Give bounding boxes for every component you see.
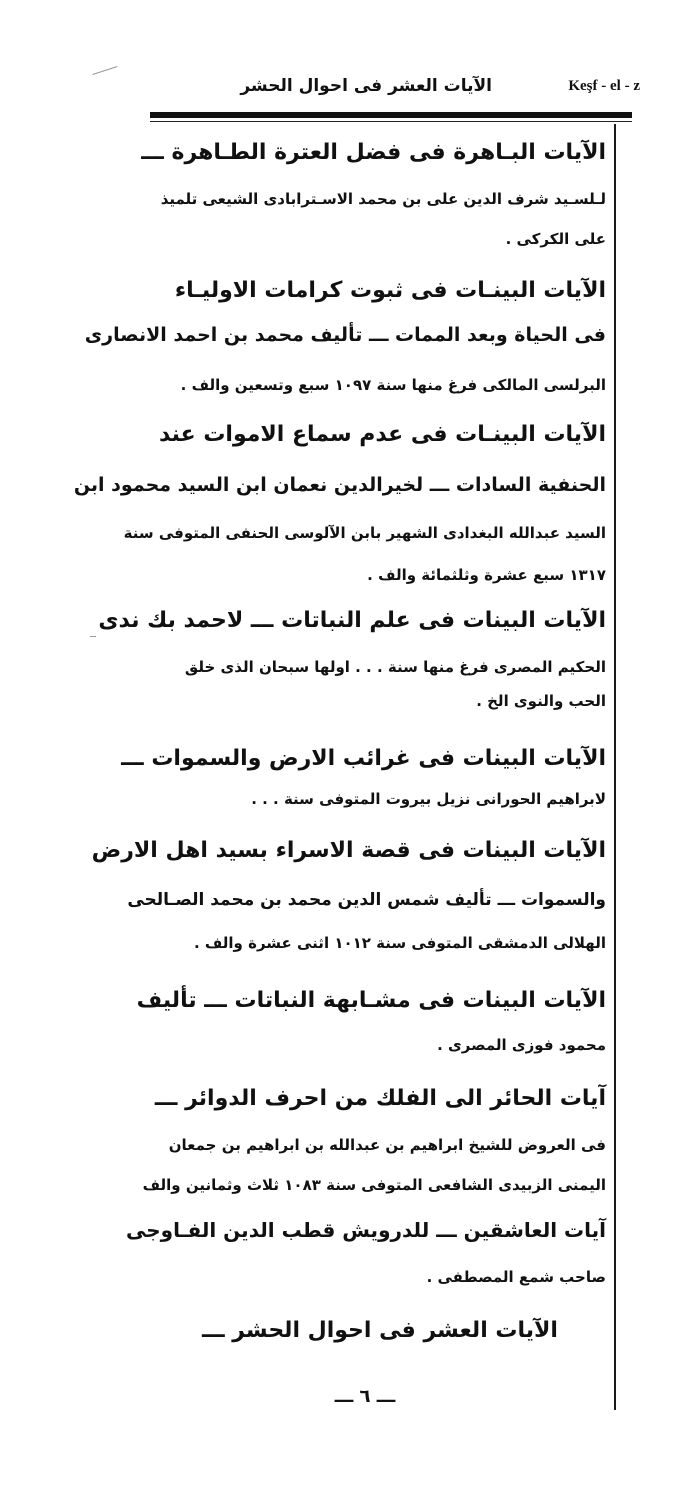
- entry-heading: آيات الحائر الى الفلك من احرف الدوائر ـــ: [154, 1086, 606, 1111]
- page-number: ـــ ٦ ـــ: [334, 1386, 396, 1407]
- page-header: [138, 70, 640, 100]
- entry-line: الحب والنوى الخ .: [476, 692, 606, 710]
- entry-line: محمود فوزى المصرى .: [437, 1036, 606, 1054]
- entry-line: لابراهيم الحورانى نزيل بيروت المتوفى سنة . . .: [251, 790, 606, 808]
- scan-mark: [90, 636, 96, 637]
- header-rule-thin: [150, 121, 632, 122]
- entry-heading: الآيات البـاهرة فى فضل العترة الطـاهرة ـــ: [141, 140, 606, 165]
- entry-line: لـلسـيد شرف الدين على بن محمد الاسـترابادى الشيعى تلميذ: [160, 190, 606, 208]
- entry-line: اليمنى الزبيدى الشافعى المتوفى سنة ١٠٨٣ ثلاث وثمانين والف: [142, 1176, 606, 1194]
- running-title: الآيات العشر فى احوال الحشر: [240, 76, 492, 96]
- entry-line: فى العروض للشيخ ابراهيم بن عبدالله بن ابراهيم بن جمعان: [168, 1136, 606, 1154]
- entry-heading: الآيات العشر فى احوال الحشر ـــ: [202, 1318, 558, 1343]
- entry-line: على الكركى .: [505, 230, 606, 248]
- entry-line: الحنفية السادات ـــ لخيرالدين نعمان ابن السيد محمود ابن: [73, 474, 606, 496]
- entry-line: فى الحياة وبعد الممات ـــ تأليف محمد بن احمد الانصارى: [84, 324, 606, 346]
- margin-rule: [614, 124, 616, 1410]
- entry-line: والسموات ـــ تأليف شمس الدين محمد بن محمد الصـالحى: [127, 890, 606, 910]
- entry-line: الهلالى الدمشقى المتوفى سنة ١٠١٢ اثنى عشرة والف .: [193, 934, 606, 952]
- entry-line: ١٣١٧ سبع عشرة وثلثمائة والف .: [367, 566, 606, 584]
- entry-line: السيد عبدالله البغدادى الشهير بابن الآلوسى الحنفى المتوفى سنة: [123, 524, 606, 542]
- entry-heading: الآيات البينـات فى عدم سماع الاموات عند: [158, 422, 606, 447]
- header-rule-thick: [150, 112, 632, 118]
- entry-heading: الآيات البينات فى علم النباتات ـــ لاحمد بك ندى: [98, 608, 606, 633]
- entry-heading: آيات العاشقين ـــ للدرويش قطب الدين الفـاوجى: [126, 1218, 606, 1242]
- entry-line: البرلسى المالكى فرغ منها سنة ١٠٩٧ سبع وتسعين والف .: [180, 376, 606, 394]
- entry-heading: الآيات البينات فى قصة الاسراء بسيد اهل الارض: [91, 838, 606, 863]
- scan-mark: [92, 66, 117, 75]
- entry-heading: الآيات البينات فى مشـابهة النباتات ـــ تأليف: [136, 988, 606, 1013]
- running-reference: Keşf - el - z: [568, 78, 640, 94]
- entry-line: صاحب شمع المصطفى .: [426, 1268, 606, 1286]
- entry-heading: الآيات البينـات فى ثبوت كرامات الاوليـاء: [174, 278, 606, 303]
- entry-line: الحكيم المصرى فرغ منها سنة . . . اولها سبحان الذى خلق: [184, 658, 606, 676]
- entry-heading: الآيات البينات فى غرائب الارض والسموات ـــ: [121, 746, 606, 771]
